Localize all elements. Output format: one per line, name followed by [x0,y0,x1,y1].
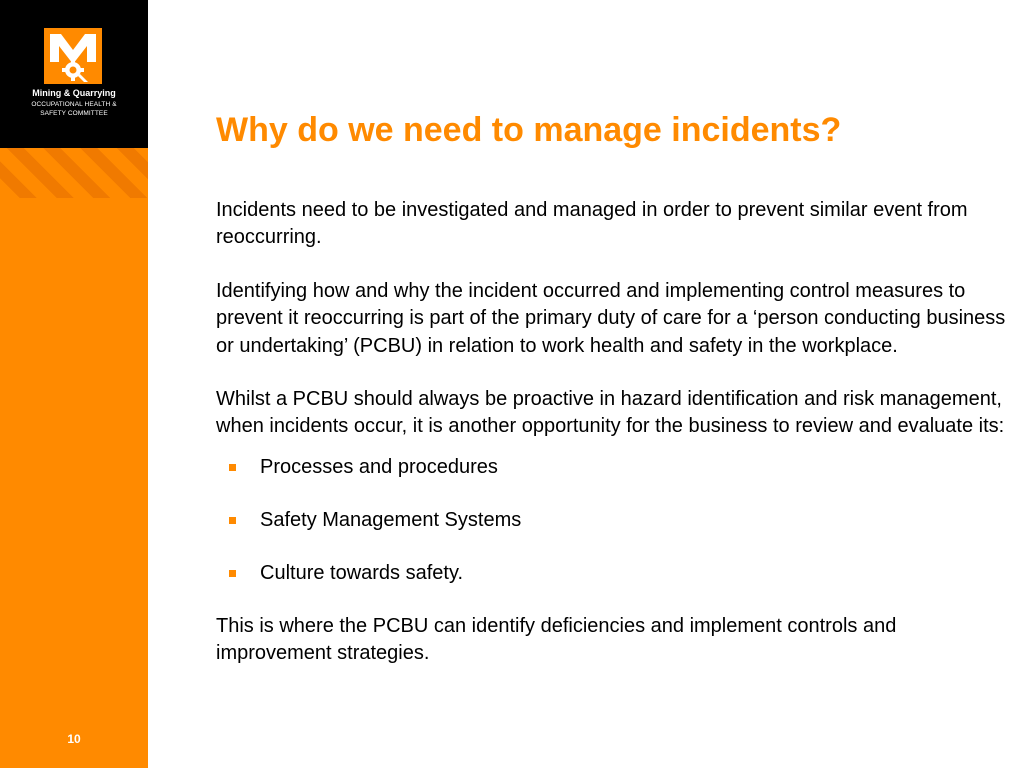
logo [0,0,148,148]
sidebar [0,0,148,768]
bullet-item [216,560,1006,587]
paragraph-review: Whilst a PCBU should always be proactive in hazard identification and risk management, when incidents occur, it is another opportunity for the business to review and evaluate its: [216,388,1005,438]
bullet-text: Safety Management Systems [260,508,522,531]
logo-name: Mining & Quarrying [32,88,116,98]
paragraph-duty-of-care: Identifying how and why the incident occurred and implementing control measures to prevent it reoccurring is part of the primary duty of care for a ‘person conducting business or undertaking’ (PCBU) in relation to work health and safety in the workplace. [216,279,1006,357]
square-bullet-icon [229,464,236,471]
mq-logo-icon [44,28,102,84]
square-bullet-icon [229,570,236,577]
logo-subtitle-line1: OCCUPATIONAL HEALTH & [31,101,117,108]
decorative-stripes [0,148,148,198]
square-bullet-icon [229,517,236,524]
bullet-text: Culture towards safety. [260,561,464,584]
slide-body [216,197,1006,694]
paragraph-closing: This is where the PCBU can identify deficiencies and implement controls and improvement strategies. [216,614,897,665]
slide-title: Why do we need to manage incidents? [216,111,842,149]
bullet-text: Processes and procedures [260,455,498,478]
bullet-item [216,454,1006,481]
logo-subtitle-line2: SAFETY COMMITTEE [40,110,108,117]
paragraph-intro: Incidents need to be investigated and managed in order to prevent similar event from reoccurring. [216,199,968,249]
bullet-item [216,507,1006,534]
bullet-list [216,454,1006,587]
page-number: 10 [67,732,81,746]
